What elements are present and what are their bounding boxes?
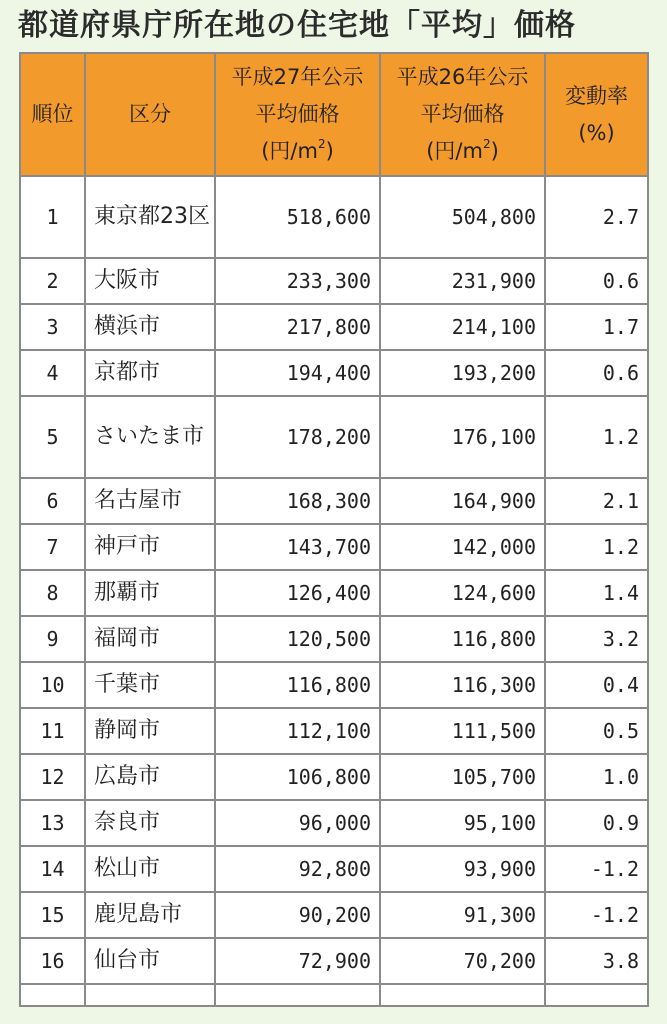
area-cell: 那覇市	[85, 570, 215, 616]
rank-cell: 11	[20, 708, 85, 754]
area-cell: 松山市	[85, 846, 215, 892]
table-row	[20, 478, 648, 524]
area-cell: 奈良市	[85, 800, 215, 846]
area-cell: さいたま市	[85, 396, 215, 478]
table-row	[20, 396, 648, 478]
empty-cell	[20, 984, 85, 1006]
area-cell: 神戸市	[85, 524, 215, 570]
area-cell: 仙台市	[85, 938, 215, 984]
rate-cell: 1.2	[545, 524, 648, 570]
header-area	[85, 53, 215, 176]
rate-cell: 1.4	[545, 570, 648, 616]
h26-price-cell: 91,300	[380, 892, 545, 938]
h26-price-cell: 124,600	[380, 570, 545, 616]
h27-price-cell: 143,700	[215, 524, 380, 570]
table-row	[20, 662, 648, 708]
rank-cell: 12	[20, 754, 85, 800]
h26-price-cell: 116,300	[380, 662, 545, 708]
header-h26-unit-text: (円/m	[426, 139, 483, 163]
header-h26-line2: 平均価格	[420, 102, 505, 126]
header-h27-line2: 平均価格	[255, 102, 340, 126]
h27-price-cell: 518,600	[215, 176, 380, 258]
rank-cell: 4	[20, 350, 85, 396]
h27-price-cell: 72,900	[215, 938, 380, 984]
table-row	[20, 176, 648, 258]
table-row	[20, 800, 648, 846]
rate-cell: -1.2	[545, 846, 648, 892]
table-row	[20, 892, 648, 938]
price-table	[19, 52, 649, 1007]
h26-price-cell: 116,800	[380, 616, 545, 662]
h26-price-cell: 231,900	[380, 258, 545, 304]
table-row	[20, 616, 648, 662]
h27-price-cell: 92,800	[215, 846, 380, 892]
area-cell: 京都市	[85, 350, 215, 396]
rate-cell: 0.4	[545, 662, 648, 708]
table-row	[20, 754, 648, 800]
h27-price-cell: 126,400	[215, 570, 380, 616]
header-h27-unit-close: )	[325, 139, 334, 163]
rate-cell: 0.6	[545, 258, 648, 304]
empty-cell	[380, 984, 545, 1006]
header-rate-line1: 変動率	[565, 83, 628, 108]
header-rate	[545, 53, 648, 176]
h26-price-cell: 70,200	[380, 938, 545, 984]
empty-cell	[545, 984, 648, 1006]
area-cell: 横浜市	[85, 304, 215, 350]
h27-price-cell: 233,300	[215, 258, 380, 304]
empty-cell	[85, 984, 215, 1006]
rate-cell: 2.1	[545, 478, 648, 524]
header-h27	[215, 53, 380, 176]
rate-cell: -1.2	[545, 892, 648, 938]
rate-cell: 1.2	[545, 396, 648, 478]
rate-cell: 1.0	[545, 754, 648, 800]
rank-cell: 16	[20, 938, 85, 984]
table-row	[20, 350, 648, 396]
rate-cell: 0.6	[545, 350, 648, 396]
area-cell: 大阪市	[85, 258, 215, 304]
h26-price-cell: 176,100	[380, 396, 545, 478]
header-h26-unit-close: )	[490, 139, 499, 163]
rate-cell: 0.9	[545, 800, 648, 846]
table-row	[20, 258, 648, 304]
h26-price-cell: 164,900	[380, 478, 545, 524]
table-row	[20, 524, 648, 570]
header-area-label: 区分	[129, 102, 171, 126]
area-cell: 福岡市	[85, 616, 215, 662]
header-h26-line1: 平成26年公示	[396, 65, 529, 89]
table-row	[20, 938, 648, 984]
header-h27-unit-text: (円/m	[261, 139, 318, 163]
rank-cell: 10	[20, 662, 85, 708]
h26-price-cell: 504,800	[380, 176, 545, 258]
h27-price-cell: 168,300	[215, 478, 380, 524]
h27-price-cell: 106,800	[215, 754, 380, 800]
h26-price-cell: 105,700	[380, 754, 545, 800]
header-rank-label: 順位	[31, 102, 74, 126]
rank-cell: 2	[20, 258, 85, 304]
table-row	[20, 846, 648, 892]
rank-cell: 9	[20, 616, 85, 662]
area-cell: 静岡市	[85, 708, 215, 754]
rank-cell: 8	[20, 570, 85, 616]
rank-cell: 13	[20, 800, 85, 846]
header-h27-line1: 平成27年公示	[231, 65, 364, 89]
table-row	[20, 708, 648, 754]
table-row-partial	[20, 984, 648, 1006]
table-row	[20, 304, 648, 350]
header-h27-unit	[216, 133, 379, 170]
area-cell: 千葉市	[85, 662, 215, 708]
h27-price-cell: 178,200	[215, 396, 380, 478]
h27-price-cell: 120,500	[215, 616, 380, 662]
h27-price-cell: 96,000	[215, 800, 380, 846]
header-rank	[20, 53, 85, 176]
header-h27-unit-exp: 2	[317, 137, 326, 151]
header-h26-unit	[381, 133, 544, 170]
header-h26	[380, 53, 545, 176]
rank-cell: 1	[20, 176, 85, 258]
area-cell: 広島市	[85, 754, 215, 800]
h26-price-cell: 111,500	[380, 708, 545, 754]
rate-cell: 2.7	[545, 176, 648, 258]
rank-cell: 3	[20, 304, 85, 350]
area-cell: 東京都23区	[85, 176, 215, 258]
rank-cell: 5	[20, 396, 85, 478]
rank-cell: 14	[20, 846, 85, 892]
h26-price-cell: 193,200	[380, 350, 545, 396]
area-cell: 鹿児島市	[85, 892, 215, 938]
h27-price-cell: 194,400	[215, 350, 380, 396]
area-cell: 名古屋市	[85, 478, 215, 524]
header-rate-line2: (%)	[578, 120, 615, 145]
h27-price-cell: 217,800	[215, 304, 380, 350]
rank-cell: 7	[20, 524, 85, 570]
empty-cell	[215, 984, 380, 1006]
rate-cell: 0.5	[545, 708, 648, 754]
h27-price-cell: 90,200	[215, 892, 380, 938]
page-title: 都道府県庁所在地の住宅地「平均」価格	[18, 8, 576, 43]
h26-price-cell: 142,000	[380, 524, 545, 570]
table-row	[20, 570, 648, 616]
h26-price-cell: 214,100	[380, 304, 545, 350]
rate-cell: 1.7	[545, 304, 648, 350]
rate-cell: 3.2	[545, 616, 648, 662]
rank-cell: 15	[20, 892, 85, 938]
h26-price-cell: 95,100	[380, 800, 545, 846]
h27-price-cell: 116,800	[215, 662, 380, 708]
h27-price-cell: 112,100	[215, 708, 380, 754]
h26-price-cell: 93,900	[380, 846, 545, 892]
rate-cell: 3.8	[545, 938, 648, 984]
header-row	[20, 53, 648, 176]
header-h26-unit-exp: 2	[482, 137, 491, 151]
rank-cell: 6	[20, 478, 85, 524]
